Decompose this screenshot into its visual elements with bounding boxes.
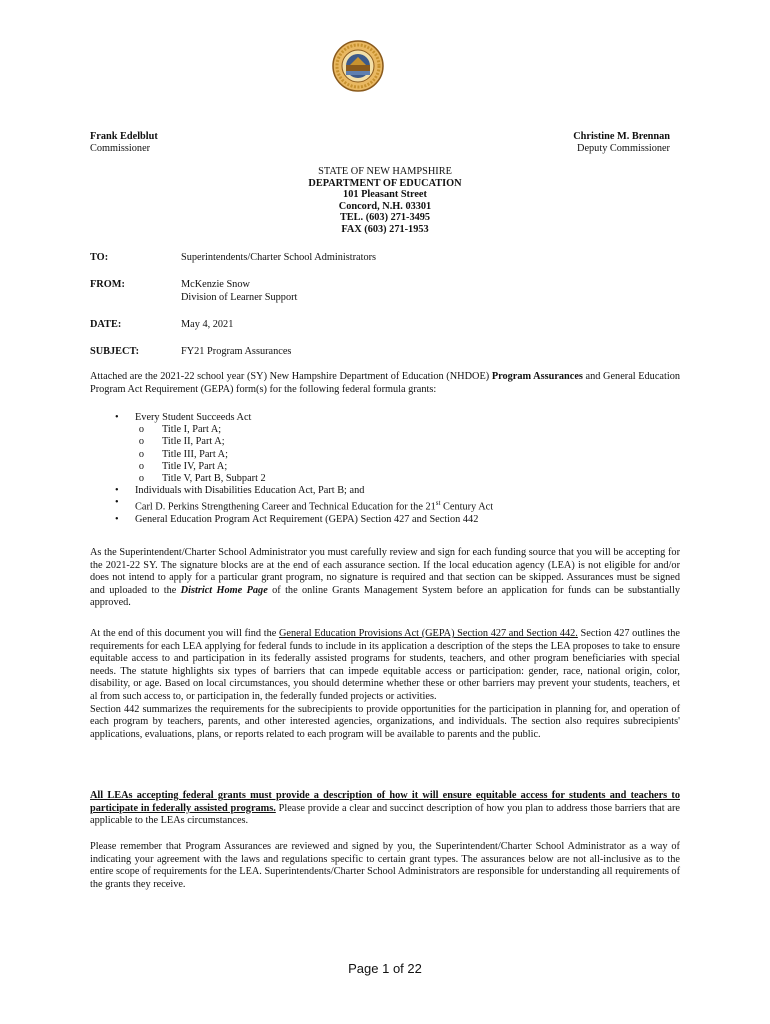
list-item: • Carl D. Perkins Strengthening Career and Technical Education for the 21st Century Act [90,497,680,514]
bullet-icon: • [115,514,119,526]
deputy-commissioner-block [573,131,670,155]
telephone: TEL. (603) 271-3495 [339,212,431,224]
date-label: DATE: [90,319,122,330]
fax: FAX (603) 271-1953 [341,223,429,235]
bullet-icon: • [115,412,119,423]
section-442-paragraph: Section 442 summarizes the requirements for the subrecipients to provide opportunities for the participation in planning for, and operation of each program by teachers, parents, and other interested agencies, organizations, and individuals. The section also requires subrecipients' applications, evaluations, plans, or reports related to each program will be available to parents and the public. [90,703,680,740]
commissioner-title: Commissioner [90,143,151,154]
memo-date-row [90,318,233,331]
street-address: 101 Pleasant Street [343,189,427,201]
list-item: • Every Student Succeeds Act [90,412,680,424]
lea-requirement-paragraph: All LEAs accepting federal grants must provide a description of how it will ensure equitable access for students and teachers to participate in federally assisted programs. Please provide a clear and succinct description of how you plan to address those barriers that are applicable to the LEAs circumstances. [90,790,680,827]
remember-paragraph: Please remember that Program Assurances are reviewed and signed by you, the Superintendent/Charter School Administrator as a way of indicating your agreement with the laws and regulations specific to certain grant types. The assurances below are not all-inclusive as to the entire scope of requirements for the LEA. Superintendents/Charter School Administrators are responsible for understanding all requirements of the grants they receive. [90,841,680,890]
from-name: McKenzie Snow [181,279,250,290]
list-item: o Title IV, Part A; [90,461,680,473]
to-value: Superintendents/Charter School Administrators [181,252,377,263]
state-name: STATE OF NEW HAMPSHIRE [318,166,452,177]
department-address [0,166,770,236]
state-seal-icon [332,40,384,92]
memo-to-row [90,251,376,264]
intro-paragraph: Attached are the 2021-22 school year (SY) New Hampshire Department of Education (NHDOE) Program Assurances and General Education Program Act Requirement (GEPA) form(s) for the following federal formula grants: [90,371,680,395]
city-address: Concord, N.H. 03301 [338,200,432,212]
commissioner-name: Frank Edelblut [90,131,158,142]
list-item: o Title I, Part A; [90,424,680,436]
signature-paragraph: As the Superintendent/Charter School Administrator you must carefully review and sign for each funding source that you will be accepting for the 2021-22 SY. The signature blocks are at the end of each assurance section. If the local education agency (LEA) is not eligible for and/or does not intend to apply for a particular grant program, no signature is required and that section can be skipped. Assurances must be signed and uploaded to the District Home Page of the online Grants Management System before an application for funds can be substantially approved. [90,547,681,609]
subject-label: SUBJECT: [90,346,140,357]
memo-subject-row [90,345,291,358]
sub-bullet-icon: o [138,424,144,436]
sub-bullet-icon: o [138,473,144,485]
list-item: • General Education Program Act Requirement (GEPA) Section 427 and Section 442 [90,514,680,526]
list-item: • Individuals with Disabilities Education Act, Part B; and [90,485,680,497]
page-number: Page 1 of 22 [348,961,422,976]
memo-from-row [90,278,297,304]
bullet-icon: • [115,497,119,509]
program-assurances-bold: Program Assurances [491,371,583,382]
list-item: o Title III, Part A; [90,449,680,461]
lea-requirement-bold: All LEAs accepting federal grants must provide a description of how it will ensure equitable access for students and teachers to participate in federally assisted programs. [90,790,680,814]
department-name: DEPARTMENT OF EDUCATION [308,177,462,189]
date-value: May 4, 2021 [181,319,234,330]
sub-bullet-icon: o [138,460,144,472]
grants-list [90,412,680,526]
subject-value: FY21 Program Assurances [181,346,292,357]
gepa-paragraph: At the end of this document you will find the General Education Provisions Act (GEPA) Section 427 and Section 442. Section 427 outlines the requirements for each LEA applying for federal funds to include in its application a description of the steps the LEA proposes to take to ensure equitable access to and participation in its federally assisted programs for students, teachers, and other program beneficiaries with special needs. The statute highlights six types of barriers that can impede equitable access or participation: gender, race, national origin, color, disability, or age. Based on local circumstances, you should determine whether these or other barriers may prevent your students, teachers, et al from such access to, or participation in, the federally funded projects or activities. Section 442 summarizes the requirements for the subrecipients to provide opportunities for the participation in planning for, and operation of each program by teachers, parents, and other interested agencies, organizations, and individuals. The section also requires subrecipients' applications, evaluations, plans, or reports related to each program will be available to parents and the public. [90,628,681,740]
from-label: FROM: [90,279,125,290]
bullet-icon: • [115,485,119,497]
from-division: Division of Learner Support [181,292,298,303]
list-item: o Title II, Part A; [90,436,680,448]
gepa-section-reference: General Education Provisions Act (GEPA) Section 427 and Section 442. [278,628,578,639]
sub-bullet-icon: o [138,436,144,448]
list-item: o Title V, Part B, Subpart 2 [90,473,680,485]
sub-bullet-icon: o [138,448,144,460]
deputy-commissioner-title: Deputy Commissioner [577,143,670,154]
to-label: TO: [90,252,109,263]
commissioner-block [90,131,158,155]
district-home-page-text: District Home Page [180,584,268,596]
deputy-commissioner-name: Christine M. Brennan [573,131,670,142]
